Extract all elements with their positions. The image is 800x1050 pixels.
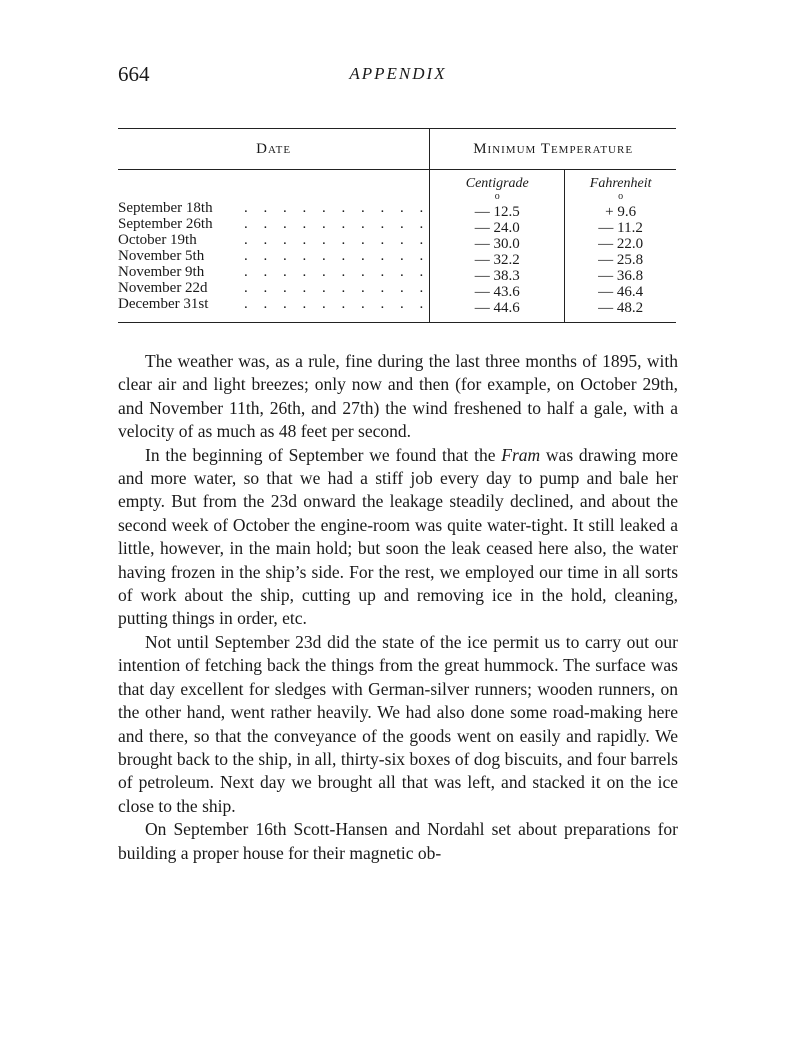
degree-mark: o	[494, 191, 500, 202]
running-title: APPENDIX	[349, 64, 447, 83]
paragraph: The weather was, as a rule, fine during the last three months of 1895, with clear air and light breezes; only now and then (for example, on October 29th, and November 11th, 26th, and 27th) the wind freshened to half a gale, with a velocity of as much as 48 feet per second.	[118, 351, 678, 442]
temperature-table-container	[118, 128, 678, 323]
table-row-date: October 19th . . . . . . . . . .	[118, 232, 430, 248]
fahrenheit-value: — 46.4	[598, 284, 644, 300]
centigrade-value: — 44.6	[474, 300, 520, 316]
page-header	[118, 62, 678, 92]
fahrenheit-value: + 9.6	[605, 204, 637, 220]
table-row-date: September 26th . . . . . . . . . .	[118, 216, 430, 232]
paragraph: Not until September 23d did the state of the ice permit us to carry out our intention of fetching back the things from the great hummock. The surface was that day excellent for sledges with German-silver runners; wooden runners, on the other hand, went rather heavily. We had also done some road-making here and there, so that the conveyance of the goods went on easily and rapidly. We brought back to the ship, in all, thirty-six boxes of dog biscuits, and four barrels of petroleum. Next day we brought all that was left, and stacked it on the ice close to the ship.	[118, 631, 678, 816]
table-row-date: December 31st . . . . . . . . . .	[118, 296, 430, 312]
fahrenheit-value: — 48.2	[598, 300, 644, 316]
fahrenheit-value: — 11.2	[598, 220, 643, 236]
page-number: 664	[118, 62, 150, 86]
degree-mark: o	[618, 191, 624, 202]
minimum-temperature-header: Minimum Temperature	[473, 140, 634, 157]
centigrade-value: — 24.0	[474, 220, 520, 236]
centigrade-value: — 30.0	[474, 236, 520, 252]
paragraph: In the beginning of September we found that the Fram was drawing more and more water, so that we had a stiff job every day to pump and bale her empty. But from the 23d onward the leakage steadily declined, and about the second week of October the engine-room was quite water-tight. It still leaked a little, however, in the main hold; but soon the leak ceased here also, the water having frozen in the ship’s side. For the rest, we employed our time in all sorts of work about the ship, cutting up and removing ice in the hold, cleaning, putting things in order, etc.	[118, 444, 678, 629]
centigrade-value: — 32.2	[474, 252, 520, 268]
fahrenheit-label: Fahrenheit	[589, 176, 652, 191]
table-row-date: November 22d . . . . . . . . . .	[118, 280, 430, 296]
table-row-date: November 9th . . . . . . . . . .	[118, 264, 430, 280]
table-row-date: November 5th . . . . . . . . . .	[118, 248, 430, 264]
centigrade-column	[430, 170, 565, 323]
paragraph: On September 16th Scott-Hansen and Nordahl set about preparations for building a proper house for their magnetic ob-	[118, 819, 678, 863]
temperature-table	[118, 128, 676, 323]
fahrenheit-value: — 25.8	[598, 252, 644, 268]
fahrenheit-column	[565, 170, 676, 323]
fahrenheit-value: — 36.8	[598, 268, 644, 284]
table-row-date: September 18th . . . . . . . . . .	[118, 200, 430, 216]
centigrade-value: — 38.3	[474, 268, 520, 284]
fahrenheit-value: — 22.0	[598, 236, 644, 252]
date-column-header: Date	[118, 129, 430, 170]
centigrade-label: Centigrade	[465, 176, 529, 191]
body-text	[118, 350, 678, 865]
dates-column	[118, 170, 430, 323]
centigrade-value: — 12.5	[474, 204, 520, 220]
ship-name: Fram	[501, 444, 541, 465]
centigrade-value: — 43.6	[474, 284, 520, 300]
